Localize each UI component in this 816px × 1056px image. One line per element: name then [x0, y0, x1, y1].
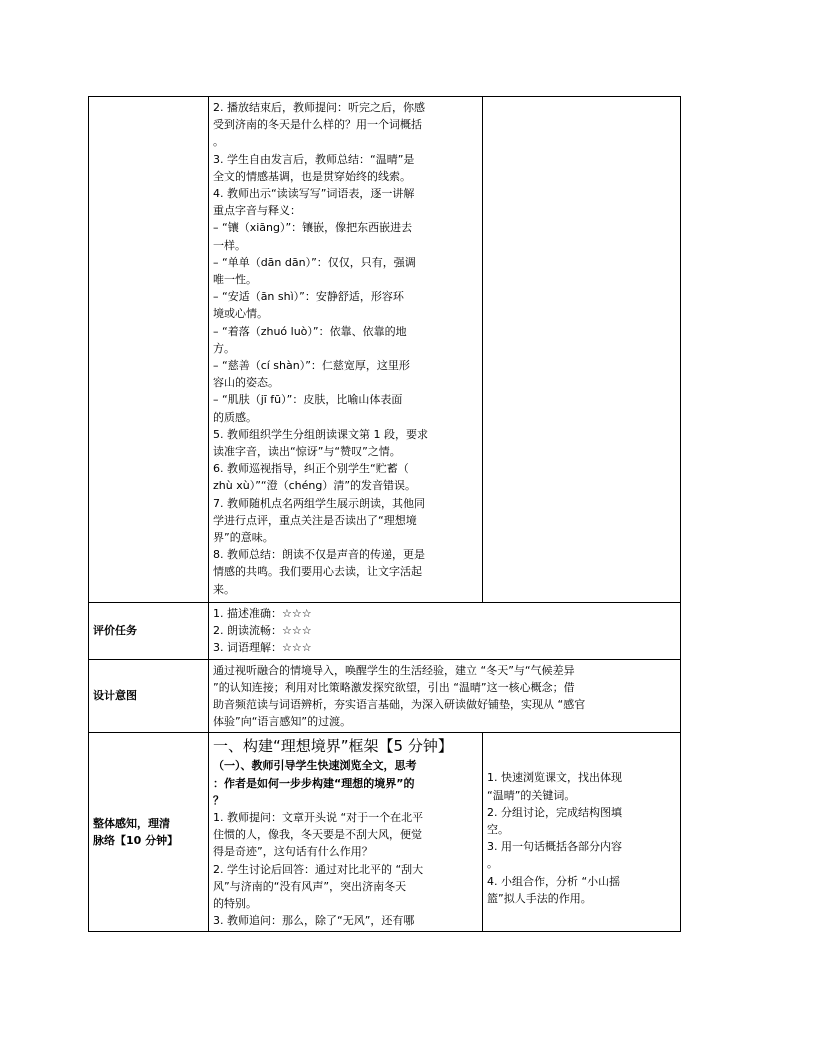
evaluation-item: 1. 描述准确：☆☆☆ [213, 607, 312, 620]
teacher-step-line: 容山的姿态。 [213, 376, 279, 390]
section-heading: 一、构建“理想境界”框架【5 分钟】 [213, 737, 453, 756]
teacher-step-line: 界”的意味。 [213, 531, 274, 545]
table-row [89, 97, 681, 603]
student-activity-line: 2. 分组讨论，完成结构图填 [487, 805, 622, 819]
stage-label-line: 脉络【10 分钟】 [93, 834, 179, 848]
teacher-step-line: 3. 学生自由发言后，教师总结：“温晴”是 [213, 152, 415, 166]
teacher-step-line: 唯一性。 [213, 273, 257, 287]
teacher-step-line: 重点字音与释义： [213, 204, 301, 218]
evaluation-item: 2. 朗读流畅：☆☆☆ [213, 624, 312, 638]
teacher-step-line: 住惯的人，像我，冬天要是不刮大风，便觉 [213, 828, 422, 842]
student-activity-line: 空。 [487, 823, 509, 837]
teacher-step-line: 5. 教师组织学生分组朗读课文第 1 段，要求 [213, 427, 428, 441]
design-intent-line: 助音频范读与词语辨析，夯实语言基础，为深入研读做好铺垫，实现从 “感官 [213, 698, 586, 712]
evaluation-content [209, 603, 681, 660]
student-activity-line: 4. 小组合作，分析 “小山摇 [487, 874, 621, 888]
teacher-step-line: 一样。 [213, 238, 246, 252]
teacher-step-line: 1. 教师提问：文章开头说 “对于一个在北平 [213, 811, 424, 825]
student-activity-line: 1. 快速浏览课文，找出体现 [487, 771, 622, 785]
teacher-step-line: 4. 教师出示“读读写写”词语表，逐一讲解 [213, 187, 415, 201]
design-intent-line: ”的认知连接；利用对比策略激发探究欲望，引出 “温晴”这一核心概念；借 [213, 680, 575, 694]
teacher-step-line: 全文的情感基调，也是贯穿始终的线索。 [213, 169, 411, 183]
teacher-step-line: 得是奇迹”，这句话有什么作用？ [213, 845, 373, 859]
student-activity-cell [483, 97, 681, 603]
teacher-step-line: 来。 [213, 582, 235, 596]
table-row [89, 659, 681, 733]
teacher-step-line: – “着落（zhuó luò）”：依靠、依靠的地 [213, 324, 407, 338]
teacher-step-line: – “肌肤（jī fū）”：皮肤，比喻山体表面 [213, 393, 403, 407]
student-activity-line: 3. 用一句话概括各部分内容 [487, 840, 622, 854]
teacher-step-line: 2. 播放结束后，教师提问：听完之后，你感 [213, 101, 425, 114]
teacher-step-line: 风”与济南的“没有风声”，突出济南冬天 [213, 879, 407, 893]
evaluation-label: 评价任务 [89, 603, 209, 660]
teacher-step-line: 的质感。 [213, 410, 257, 424]
teacher-step-line: 方。 [213, 341, 235, 355]
lesson-plan-table [88, 96, 681, 932]
teacher-activity-cell [209, 733, 483, 932]
teacher-step-line: 情感的共鸣。我们要用心去读，让文字活起 [213, 565, 422, 579]
design-intent-line: 体验”向“语言感知”的过渡。 [213, 715, 352, 729]
student-activity-line: 。 [487, 857, 498, 871]
teacher-activity-cell [209, 97, 483, 603]
teacher-step-line: 7. 教师随机点名两组学生展示朗读，其他同 [213, 496, 425, 510]
teacher-step-line: 6. 教师巡视指导，纠正个别学生“贮蓄（ [213, 462, 409, 476]
student-activity-line: 篮”拟人手法的作用。 [487, 891, 592, 905]
evaluation-item: 3. 词语理解：☆☆☆ [213, 641, 312, 655]
teacher-step-line: – “安适（ān shì）”：安静舒适，形容环 [213, 290, 404, 304]
stage-label-line: 整体感知，理清 [93, 817, 170, 831]
table-row [89, 603, 681, 660]
guiding-question-line: （一）、教师引导学生快速浏览全文，思考 [213, 759, 417, 773]
teacher-step-line: 3. 教师追问：那么，除了“无风”，还有哪 [213, 914, 415, 928]
teacher-step-line: 读准字音，读出“惊讶”与“赞叹”之情。 [213, 445, 401, 459]
teacher-step-line: – “慈善（cí shàn）”：仁慈宽厚，这里形 [213, 359, 410, 373]
teacher-step-line: 8. 教师总结：朗读不仅是声音的传递，更是 [213, 548, 425, 562]
teacher-step-line: 学进行点评，重点关注是否读出了“理想境 [213, 513, 417, 527]
overall-perception-label [89, 733, 209, 932]
design-intent-label: 设计意图 [89, 659, 209, 733]
teacher-step-line: 2. 学生讨论后回答：通过对比北平的 “刮大 [213, 862, 424, 876]
guiding-question-line: ？ [213, 793, 224, 807]
design-intent-content [209, 659, 681, 733]
teacher-step-line: 。 [213, 135, 224, 149]
teacher-step-line: – “单单（dān dān）”：仅仅，只有，强调 [213, 255, 416, 269]
teacher-step-line: zhù xù）”“澄（chéng）清”的发音错误。 [213, 479, 417, 493]
table-row [89, 733, 681, 932]
teacher-step-line: – “镶（xiāng）”：镶嵌，像把东西嵌进去 [213, 221, 413, 235]
teacher-step-line: 受到济南的冬天是什么样的？用一个词概括 [213, 118, 422, 132]
guiding-question-line: ：作者是如何一步步构建“理想的境界”的 [213, 776, 415, 790]
teacher-step-line: 的特别。 [213, 897, 257, 911]
design-intent-line: 通过视听融合的情境导入，唤醒学生的生活经验，建立 “冬天”与“气候差异 [213, 663, 575, 677]
row-label-cell [89, 97, 209, 603]
student-activity-cell [483, 733, 681, 932]
teacher-step-line: 境或心情。 [213, 307, 268, 321]
student-activity-line: “温晴”的关键词。 [487, 788, 576, 802]
